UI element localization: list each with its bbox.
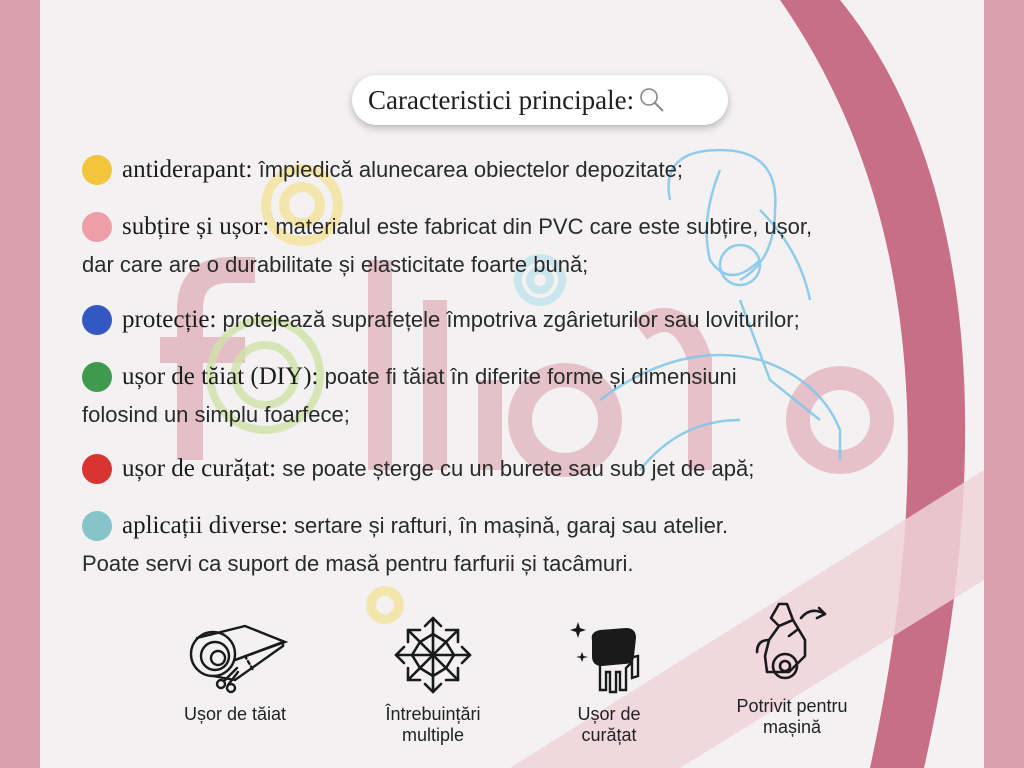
feature-dot-yellow: [82, 155, 112, 185]
page-title: Caracteristici principale:: [368, 84, 635, 115]
feature-desc: protejează suprafețele împotriva zgârieturilor sau loviturilor;: [216, 307, 800, 332]
feature-desc-line2: folosind un simplu foarfece;: [82, 402, 350, 427]
feature-desc-line2: dar care are o durabilitate și elasticitate foarte bună;: [82, 252, 589, 277]
right-frame: [984, 0, 1024, 768]
icon-block-car: [712, 600, 872, 738]
icon-label: Întrebuințări multiple: [385, 704, 481, 745]
feature-desc-line2: Poate servi ca suport de masă pentru farfurii și tacâmuri.: [82, 551, 634, 576]
feature-item-antiderapant: [82, 151, 683, 189]
feature-term: ușor de curățat:: [122, 455, 277, 482]
feature-item-subtire: [82, 208, 812, 284]
icon-block-cut: [160, 612, 310, 725]
feature-dot-red: [82, 454, 112, 484]
feature-term: aplicații diverse:: [122, 512, 288, 539]
feature-term: ușor de tăiat (DIY):: [122, 363, 319, 390]
feature-dot-teal: [82, 511, 112, 541]
title-pill: [352, 75, 728, 125]
feature-desc: poate fi tăiat în diferite forme și dimensiuni: [318, 364, 737, 389]
cleaning-hand-icon: [566, 612, 652, 698]
feature-dot-green: [82, 362, 112, 392]
multi-arrows-icon: [390, 612, 476, 698]
icon-block-clean: [534, 612, 684, 746]
feature-desc: se poate șterge cu un burete sau sub jet de apă;: [276, 456, 755, 481]
feature-item-diy: [82, 358, 737, 434]
feature-item-protectie: [82, 301, 800, 339]
feature-dot-blue: [82, 305, 112, 335]
icon-block-multiple: [358, 612, 508, 746]
icon-label: Ușor de tăiat: [183, 704, 287, 724]
feature-term: antiderapant:: [122, 156, 253, 183]
roll-scissors-icon: [175, 612, 295, 698]
magnifier-icon: [638, 86, 666, 114]
icon-label: Ușor de curățat: [577, 704, 641, 745]
feature-term: subțire și ușor:: [122, 213, 270, 240]
feature-desc: materialul este fabricat din PVC care este subțire, ușor,: [269, 214, 813, 239]
feature-desc: împiedică alunecarea obiectelor depozitate;: [252, 157, 683, 182]
icon-label: Potrivit pentru mașină: [736, 696, 848, 737]
feature-dot-pink: [82, 212, 112, 242]
feature-term: protecție:: [122, 306, 217, 333]
feature-item-aplicatii: [82, 507, 728, 583]
feature-item-curatat: [82, 450, 754, 488]
car-icon: [749, 600, 835, 690]
left-frame: [0, 0, 40, 768]
feature-desc: sertare și rafturi, în mașină, garaj sau atelier.: [287, 513, 729, 538]
